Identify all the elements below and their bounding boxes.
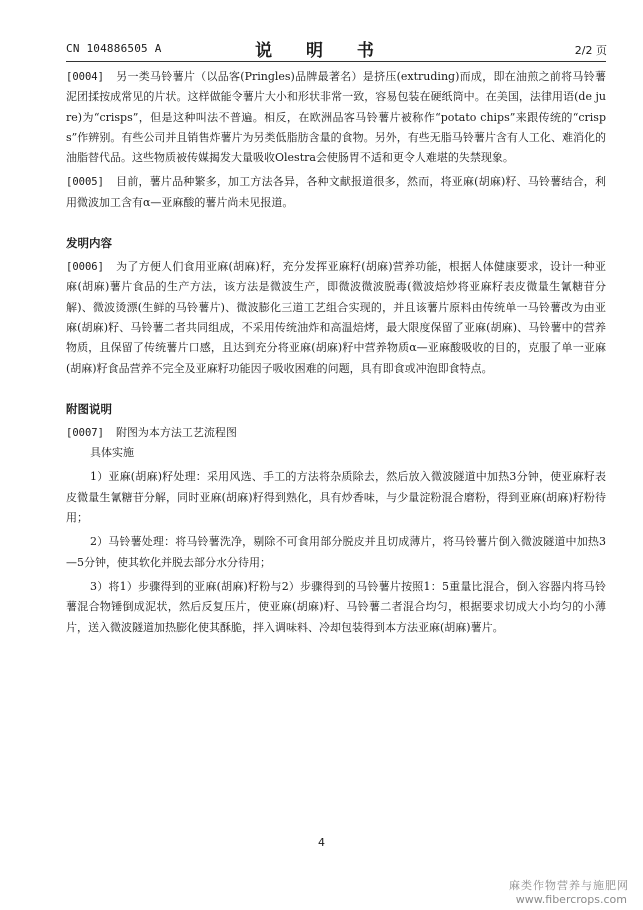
watermark-site-name: 麻类作物营养与施肥网 bbox=[509, 879, 629, 892]
paragraph-number: [0007] bbox=[66, 426, 104, 439]
sub-heading-embodiment: 具体实施 bbox=[90, 446, 134, 460]
watermark-url: www.fibercrops.com bbox=[515, 893, 627, 906]
step-3: 3）将1）步骤得到的亚麻(胡麻)籽粉与2）步骤得到的马铃薯片按照1：5重量比混合，倒入容器内将马铃薯混合物锤倒成泥状，然后反复压片，使亚麻(胡麻)籽、马铃薯二者混合均匀，根据要求切成大小均匀的小薄片，送入微波隧道加热膨化使其酥脆，拌入调味料、冷却包装得到本方法亚麻(胡麻)薯片。 bbox=[66, 579, 606, 634]
paragraph-text: 另一类马铃薯片（以品客(Pringles)品牌最著名）是挤压(extruding)而成，即在油煎之前将马铃薯泥团揉按成常见的片状。这样做能令薯片大小和形状非常一致，容易包装在硬纸筒中。在美国，法律用语(de jure)为“crisps”，但是这种叫法不普遍。相反，在欧洲品客马铃薯片被称作“potato chips”来跟传统的“crisps”作辨别。有些公司并且销售炸薯片为另类低脂肪含量的食物。另外，有些无脂马铃薯片含有人工化、难消化的油脂替代品。这些物质被传媒揭发大量吸收Olestra会使肠胃不适和更令人难堪的失禁现象。 bbox=[66, 70, 606, 165]
section-heading-invention: 发明内容 bbox=[66, 236, 112, 251]
paragraph-0006 bbox=[66, 257, 606, 379]
document-body bbox=[66, 67, 606, 638]
paragraph-text: 附图为本方法工艺流程图 bbox=[115, 425, 237, 439]
page-indicator: 2/2 页 bbox=[574, 44, 607, 57]
paragraph-number: [0005] bbox=[66, 176, 104, 189]
header-divider bbox=[66, 61, 606, 62]
paragraph-0004 bbox=[66, 67, 606, 168]
paragraph-text: 为了方便人们食用亚麻(胡麻)籽，充分发挥亚麻籽(胡麻)营养功能，根据人体健康要求，设计一种亚麻(胡麻)薯片食品的生产方法，该方法是微波生产，即微波微波脱毒(微波焙炒将亚麻籽表皮微量生氰糖苷分解)、微波烫漂(生鲜的马铃薯片)、微波膨化三道工艺组合实现的，并且该薯片原料由传统单一马铃薯改为由亚麻(胡麻)籽、马铃薯二者共同组成，不采用传统油炸和高温焙烤，最大限度保留了亚麻(胡麻)、马铃薯中的营养物质，且保留了传统薯片口感，且达到充分将亚麻(胡麻)籽中营养物质α—亚麻酸吸收的目的，克服了单一亚麻(胡麻)籽食品营养不完全及亚麻籽功能因子吸收困难的问题，具有即食或冲泡即食特点。 bbox=[66, 260, 606, 375]
paragraph-number: [0006] bbox=[66, 261, 104, 274]
document-number: CN 104886505 A bbox=[66, 42, 162, 55]
page-title: 说 明 书 bbox=[255, 41, 388, 61]
paragraph-0007 bbox=[66, 423, 606, 443]
page-number: 4 bbox=[318, 836, 325, 849]
step-1: 1）亚麻(胡麻)籽处理：采用风选、手工的方法将杂质除去，然后放入微波隧道中加热3分钟，使亚麻籽表皮微量生氰糖苷分解，同时亚麻(胡麻)籽得到熟化，具有炒香味，与少量淀粉混合磨粉，得到亚麻(胡麻)籽粉待用； bbox=[66, 470, 606, 525]
step-2: 2）马铃薯处理：将马铃薯洗净，剔除不可食用部分脱皮并且切成薄片，将马铃薯片倒入微波隧道中加热3—5分钟，使其软化并脱去部分水分待用； bbox=[66, 535, 606, 569]
paragraph-text: 目前，薯片品种繁多，加工方法各异，各种文献报道很多，然而，将亚麻(胡麻)籽、马铃薯结合，利用微波加工含有α—亚麻酸的薯片尚未见报道。 bbox=[66, 175, 606, 209]
paragraph-0005 bbox=[66, 172, 606, 213]
section-heading-figures: 附图说明 bbox=[66, 401, 112, 416]
paragraph-number: [0004] bbox=[66, 71, 104, 83]
